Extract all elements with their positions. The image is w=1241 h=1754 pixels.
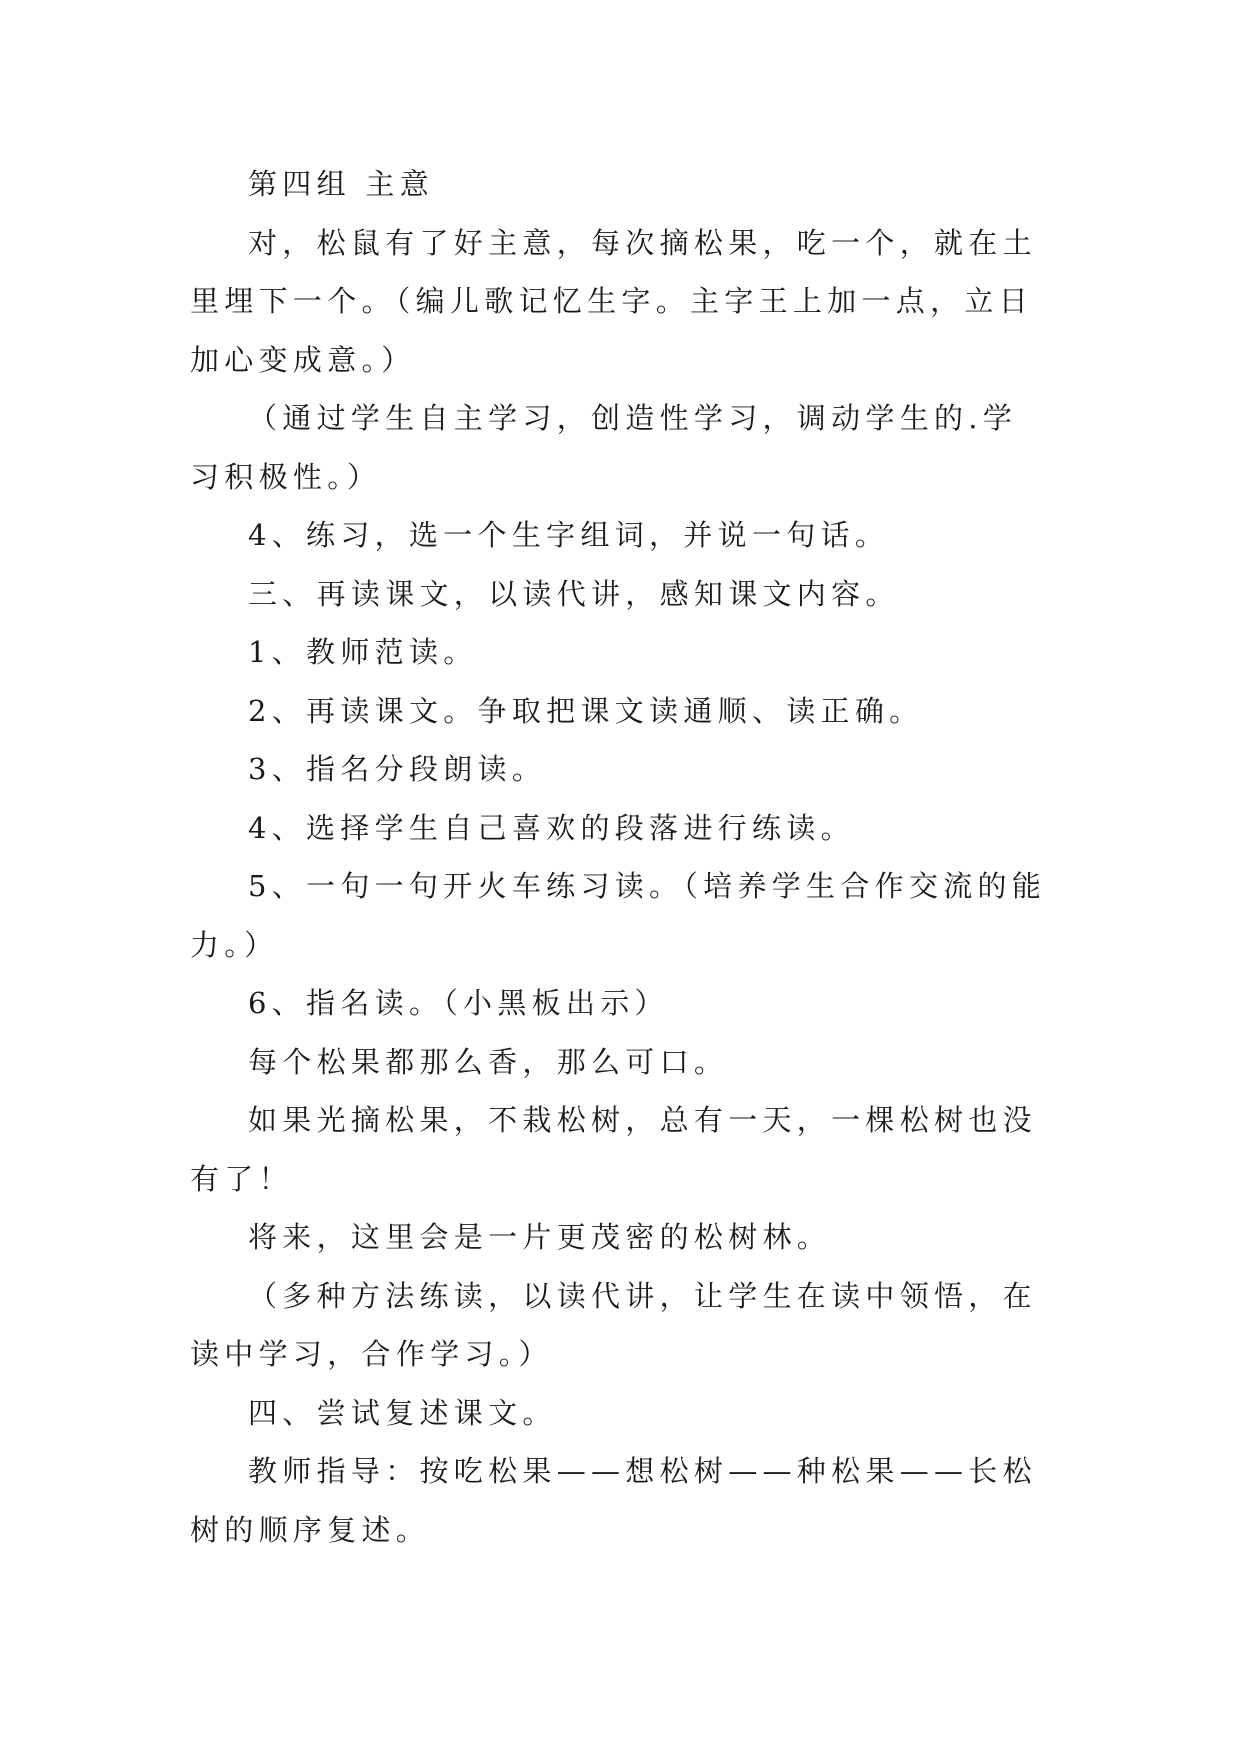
list-item: 4、选择学生自己喜欢的段落进行练读。 (248, 810, 855, 845)
quote-line: 每个松果都那么香，那么可口。 (248, 1044, 729, 1079)
section-heading: 第四组 主意 (248, 167, 435, 201)
quote-line: 如果光摘松果，不栽松树，总有一天，一棵松树也没有了！ (190, 1103, 1037, 1196)
list-item: 5、一句一句开火车练习读。（培养学生合作交流的能力。） (190, 869, 1047, 962)
paragraph: 4、练习，选一个生字组词，并说一句话。 (248, 518, 890, 552)
section-heading: 三、再读课文，以读代讲，感知课文内容。 (248, 576, 900, 611)
list-item: 1、教师范读。 (248, 635, 478, 669)
quote-line: 将来，这里会是一片更茂密的松树林。 (248, 1220, 832, 1254)
list-item: 3、指名分段朗读。 (248, 752, 547, 786)
paragraph: 教师指导：按吃松果——想松树——种松果——长松树的顺序复述。 (190, 1454, 1037, 1547)
paragraph: （通过学生自主学习，创造性学习，调动学生的.学习积极性。） (190, 401, 1018, 494)
paragraph: （多种方法练读，以读代讲，让学生在读中领悟，在读中学习，合作学习。） (190, 1278, 1037, 1371)
list-item: 6、指名读。（小黑板出示） (248, 986, 669, 1020)
list-item: 2、再读课文。争取把课文读通顺、读正确。 (248, 693, 924, 728)
document-page (190, 155, 1050, 1559)
section-heading: 四、尝试复述课文。 (248, 1395, 557, 1430)
paragraph: 对，松鼠有了好主意，每次摘松果，吃一个，就在土里埋下一个。（编儿歌记忆生字。主字王上加一点，立日加心变成意。） (190, 225, 1037, 377)
